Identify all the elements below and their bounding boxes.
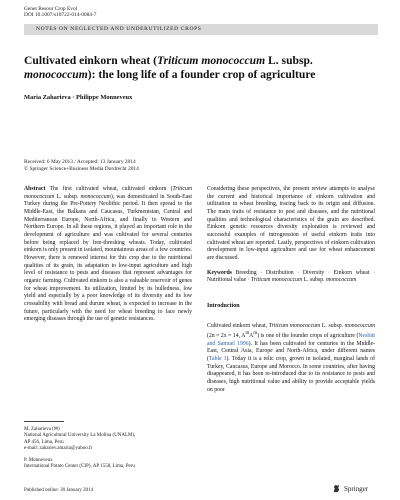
received-accepted: Received: 6 May 2013 / Accepted: 13 January 2014: [24, 159, 136, 165]
right-column: [207, 186, 375, 394]
author-list: Maria Zaharieva · Philippe Monneveux: [24, 94, 133, 101]
keywords-paragraph: Keywords Breeding · Distribution · Diversity · Einkorn wheat · Nutritional value · Triticum monococcum L. subsp. monococcum: [207, 269, 375, 284]
abstract-heading: Abstract: [24, 186, 46, 192]
copyright-line: © Springer Science+Business Media Dordrecht 2014: [24, 165, 139, 172]
table-1-link[interactable]: Table 1: [208, 356, 227, 363]
keywords-heading: Keywords: [207, 269, 232, 276]
springer-wordmark: Springer: [344, 484, 369, 493]
springer-horse-icon: [332, 484, 341, 493]
footnote-rule: [24, 421, 64, 422]
author-affiliations: [24, 427, 192, 471]
journal-name: Genet Resour Crop Evol: [24, 6, 78, 12]
published-online: Published online: 30 January 2014: [24, 488, 94, 493]
article-title: Cultivated einkorn wheat (Triticum monococcum L. subsp. monococcum): the long life of a founder crop of agriculture: [24, 54, 316, 81]
citation-link-nesbitt[interactable]: Nesbitt and Samuel 1996: [207, 333, 375, 347]
affiliation-1-name: M. Zaharieva (✉): [24, 427, 60, 432]
article-dates: [24, 159, 139, 172]
affiliation-1-email[interactable]: e-mail: zahariev.amaria@yahoo.fr: [24, 445, 93, 451]
abstract-paragraph: Abstract The first cultivated wheat, cultivated einkorn (Triticum monococcum L. subsp. monococcum), was domesticated in South-East Turkey during the Pre-Pottery Neolithic period. It then spread to the Middle-East, the Balkans and Caucasus, Turkmenistan, Central and Mediterranean Europe, North-Africa, and finally to Western and Northern Europe. In all these regions, it played an important role in the development of agriculture and was cultivated for several centuries before being replaced by free-threshing wheats. Today, cultivated einkorn is only present in isolated, mountainous areas of a few countries. However, there is renewed interest for this crop due to the nutritional qualities of its grain, its adaptation to low-input agriculture and high level of resistance to pests and diseases that represent advantages for organic farming. Cultivated einkorn is also a valuable reservoir of genes for wheat improvement. Its utilization, limited by its hulledness, low yield and especially by a poor knowledge of its diversity and its low crossability with bread and durum wheat, is expected to increase in the future, particularly with the need for wheat breeding to face newly emerging diseases through the use of genetic resistances.: [24, 186, 192, 323]
journal-header: [24, 6, 96, 19]
abstract-continued: Considering these perspectives, the present review attempts to analyse the current and historical importance of einkorn cultivation and utilization in wheat breeding, tracing back to its origin and diffusion. The main traits of resistance to pest and diseases, and the nutritional qualities and technological characteristics of the grain are described. Einkorn genetic resources diversity exploration is reviewed and successful examples of introgression of useful einkorn traits into cultivated wheat are reported. Lastly, perspectives of einkorn cultivation development in low-input agriculture and use for wheat enhancement are discussed.: [207, 186, 375, 261]
affiliation-2-name: P. Monneveux: [24, 458, 53, 464]
introduction-heading: Introduction: [207, 302, 240, 309]
section-label: NOTES ON NEGLECTED AND UNDERUTILIZED CROPS: [24, 24, 378, 35]
left-column: [24, 186, 192, 324]
affiliation-1-address: AP 456, Lima, Peru: [24, 439, 64, 445]
affiliation-2-institution: International Potato Center (CIP), AP 1558, Lima, Peru: [24, 464, 135, 470]
introduction-paragraph: Cultivated einkorn wheat, Triticum monococcum L. subsp. monococcum (2n = 2x = 14, $A^mA^m$) is one of the founder crops of agriculture (Nesbitt and Samuel 1996). It has been cultivated for centuries in the Middle-East, Central Asia, Europe and North-Africa, under different names (Table 1). Today it is a relic crop, grown in isolated, marginal lands of Turkey, Caucasus, Europe and Morocco. In some countries, after having disappeared, it has been re-introduced due to its resistance to pests and diseases, high nutritional value and ability to provide acceptable yields on poor: [207, 322, 376, 393]
doi: DOI 10.1007/s10722-014-0084-7: [24, 12, 97, 19]
springer-logo: [332, 484, 368, 493]
affiliation-1-institution: National Agricultural University La Molina (UNALM),: [24, 433, 136, 439]
